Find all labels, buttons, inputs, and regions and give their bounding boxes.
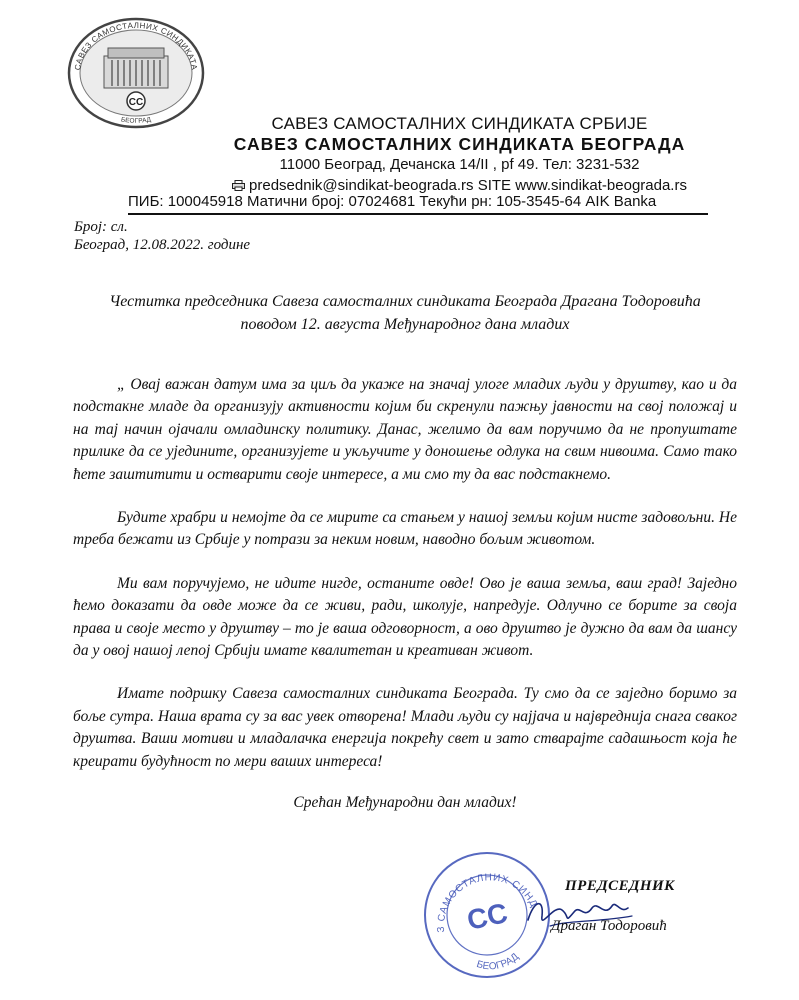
organization-name: САВЕЗ САМОСТАЛНИХ СИНДИКАТА БЕОГРАДА [233, 134, 686, 154]
federation-name: САВЕЗ САМОСТАЛНИХ СИНДИКАТА СРБИЈЕ [271, 114, 648, 133]
logo-ring-text: САВЕЗ САМОСТАЛНИХ СИНДИКАТА [73, 20, 199, 71]
paragraph-3: Ми вам поручујемо, не идите нигде, останите овде! Ово је ваша земља, ваш град! Заједно ћемо доказати да овде може да се живи, ради, школује, напредује. Одлучно се борите за своја права и своје место у друштву – то је ваша одговорност, а ово друштво је дужно да вам да шансу да у овој нашој лепој Србији имате квалитетан и креативан живот. [73, 574, 737, 660]
printer-icon [232, 180, 245, 191]
union-logo-icon [66, 16, 206, 130]
title-line-2: поводом 12. августа Међународног дана младих [240, 316, 570, 333]
contact-text: predsednik@sindikat-beograda.rs SITE www.sindikat-beograda.rs [249, 177, 687, 194]
logo-bottom-text: БЕОГРАД [120, 116, 152, 125]
paragraph-1: „ Овај важан датум има за циљ да укаже на значај улоге младих људи у друштву, као и да подстакне младе да организују активности којим би скренули пажњу јавности на свој положај и на тај начин ојачали омладинску политику. Данас, желимо да вам поручимо да не пропуштате прилике да се ујед​ините, организујете и укључите у доношење одлука на свим нивоима. Само тако ћете заштитити и остварити своје интересе, а ми смо ту да вас подстакнемо. [73, 376, 737, 483]
document-date: Београд, 12.08.2022. године [74, 237, 251, 253]
stamp-ring-text: САВЕЗ САМОСТАЛНИХ СИНДИКАТА [435, 872, 540, 933]
signatory-title: ПРЕДСЕДНИК [565, 878, 675, 894]
svg-text:CC: CC [128, 97, 144, 108]
closing-greeting: Срећан Међународни дан младих! [293, 794, 517, 812]
svg-text:CC: CC [464, 897, 511, 936]
paragraph-2: Будите храбри и немојте да се мирите са стањем у нашој земљи којим нисте задовољни. Не треба бежати из Србије у потрази за неким новим, наводно бољим животом. [73, 509, 737, 549]
signatory-name: Драган Тодоровић [551, 918, 667, 934]
letter-title [60, 290, 750, 336]
contact-line [120, 177, 799, 194]
letter-body [73, 374, 737, 836]
stamp-bottom-text: БЕОГРАД [475, 951, 521, 973]
address-line: 11000 Београд, Дечанска 14/II , pf 49. Тел: 3231-532 [279, 156, 640, 173]
paragraph-4: Имате подршку Савеза самосталних синдиката Београда. Ту смо да се заједно боримо за боље сутра. Наша врата су за вас увек отворена! Млади људи су најјача и највреднија снага сваког друштва. Ваши мотиви и младалачка енергија покрећу свет и зато стварајте садашњост која ће креирати будућност по мери ваших интереса! [73, 685, 737, 770]
document-number: Број: сл. [74, 219, 128, 235]
registration-line: ПИБ: 100045918 Матични број: 07024681 Текући рн: 105-3545-64 AIK Banka [128, 193, 708, 215]
title-line-1: Честитка председника Савеза самосталних синдиката Београда Драгана Тодоровића [109, 293, 701, 310]
